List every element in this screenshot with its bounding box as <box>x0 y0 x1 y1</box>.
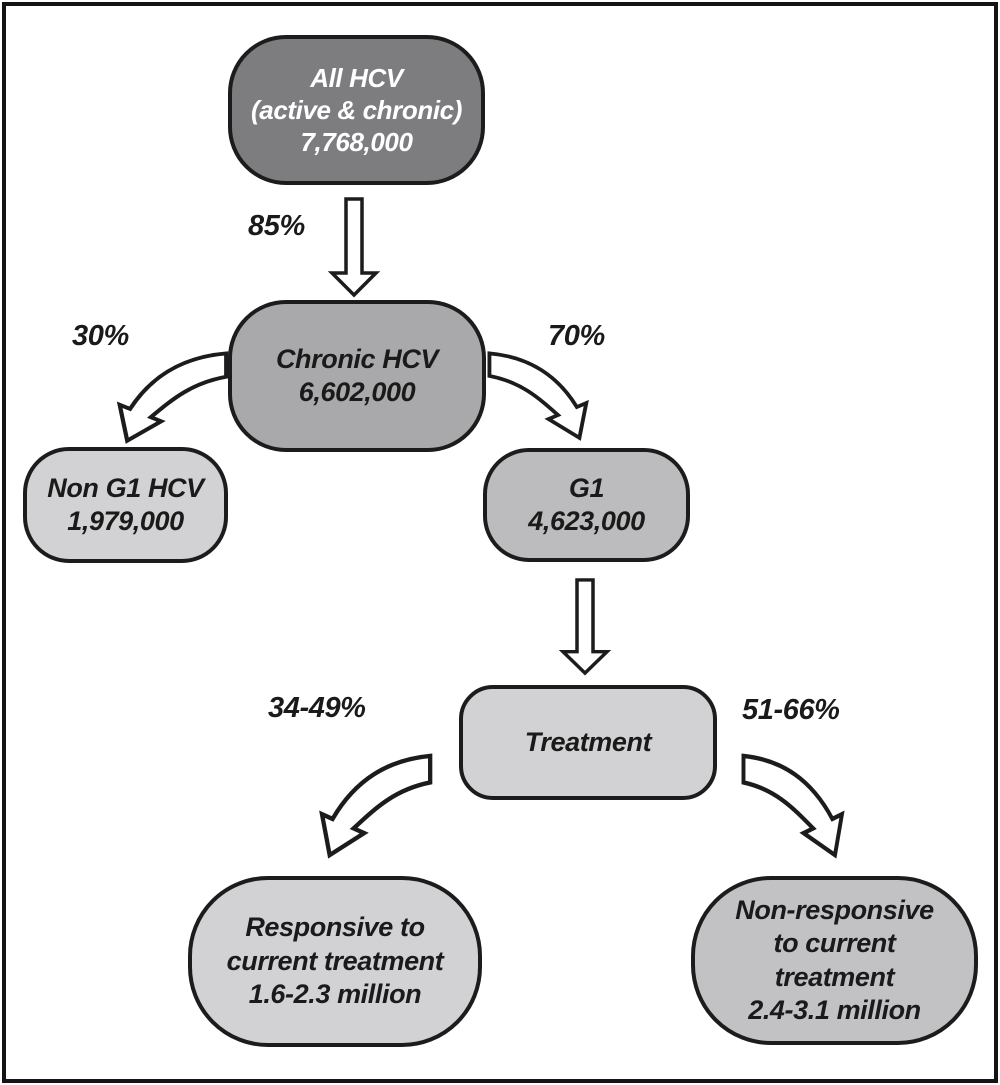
node-chronic-hcv <box>228 300 486 452</box>
node-non-responsive-line2: to current <box>773 928 896 959</box>
node-g1-value: 4,623,000 <box>528 506 645 536</box>
node-responsive-line2: current treatment <box>226 945 444 976</box>
edge-label-34-49: 34-49% <box>268 692 366 724</box>
node-non-g1-hcv-line1: Non G1 HCV <box>47 472 204 503</box>
node-all-hcv-value: 7,768,000 <box>300 127 413 158</box>
node-chronic-hcv-value: 6,602,000 <box>298 377 416 407</box>
down-arrow-icon <box>330 197 378 297</box>
node-g1 <box>483 448 690 562</box>
node-non-responsive <box>691 876 978 1045</box>
node-all-hcv <box>228 35 485 185</box>
node-treatment-line1: Treatment <box>524 726 652 757</box>
edge-label-30: 30% <box>72 320 129 352</box>
curved-arrow-right-icon <box>740 752 862 860</box>
edge-label-70: 70% <box>548 320 605 352</box>
curved-arrow-left-icon <box>300 752 434 860</box>
curved-arrow-left-icon <box>98 350 230 445</box>
down-arrow-icon <box>561 578 609 675</box>
node-chronic-hcv-line1: Chronic HCV <box>275 343 439 374</box>
node-all-hcv-line1: All HCV <box>310 62 403 93</box>
node-responsive <box>188 876 482 1047</box>
node-non-responsive-line3: treatment <box>774 961 895 992</box>
node-non-g1-hcv-value: 1,979,000 <box>67 506 184 536</box>
node-non-responsive-line1: Non-responsive <box>735 894 934 925</box>
node-responsive-line1: Responsive to <box>245 912 425 943</box>
node-responsive-value: 1.6-2.3 million <box>248 979 422 1010</box>
node-non-g1-hcv <box>23 447 228 563</box>
node-g1-line1: G1 <box>568 472 605 503</box>
curved-arrow-right-icon <box>486 350 606 442</box>
node-all-hcv-line2: (active & chronic) <box>251 94 462 125</box>
edge-label-51-66: 51-66% <box>742 694 840 726</box>
node-non-responsive-value: 2.4-3.1 million <box>748 994 921 1025</box>
edge-label-85: 85% <box>248 210 305 242</box>
node-treatment <box>459 685 717 800</box>
